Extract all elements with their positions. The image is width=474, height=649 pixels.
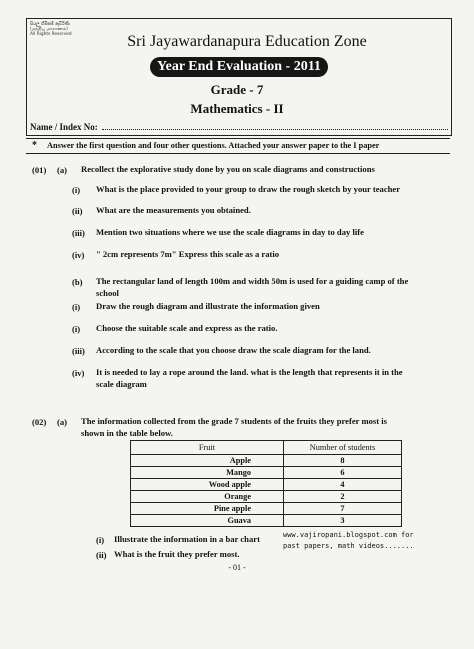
q2a-label: (a) bbox=[57, 417, 68, 427]
q1b-item-text-cont: scale diagram bbox=[96, 379, 147, 389]
q1a-item-text: What are the measurements you obtained. bbox=[96, 205, 251, 215]
count-cell: 2 bbox=[284, 491, 402, 503]
table-header-row bbox=[131, 441, 402, 455]
q1b-item-text: According to the scale that you choose draw the scale diagram for the land. bbox=[96, 345, 371, 355]
q1a-text: Recollect the explorative study done by you on scale diagrams and constructions bbox=[81, 164, 375, 174]
q1b-label: (b) bbox=[72, 277, 83, 287]
watermark-line: past papers, math videos....... bbox=[283, 542, 414, 550]
copyright-line: (மத்திய மாகாணம்) bbox=[30, 27, 68, 32]
divider bbox=[26, 153, 450, 154]
name-index-blank[interactable] bbox=[102, 122, 448, 130]
q1b-item-text: It is needed to lay a rope around the land. what is the length that represents it in the bbox=[96, 367, 403, 377]
education-zone-title: Sri Jayawardanapura Education Zone bbox=[127, 33, 367, 50]
name-index-row bbox=[30, 122, 448, 132]
fruit-cell: Mango bbox=[131, 467, 284, 479]
q1a-item-text: Mention two situations where we use the scale diagrams in day to day life bbox=[96, 227, 364, 237]
fruit-cell: Pine apple bbox=[131, 503, 284, 515]
q2a-text: The information collected from the grade 7 students of the fruits they prefer most is bbox=[81, 416, 387, 426]
table-row bbox=[131, 467, 402, 479]
copyright-line: සියලු හිමිකම් ඇවිරිණි bbox=[30, 22, 70, 27]
copyright-line: All Rights Reserved bbox=[30, 32, 72, 37]
watermark-line: www.vajiropani.blogspot.com for bbox=[283, 531, 414, 539]
q1-number: (01) bbox=[32, 165, 47, 175]
page-number: - 01 - bbox=[228, 563, 246, 572]
table-header: Number of students bbox=[284, 441, 402, 455]
q1b-item-label: (i) bbox=[72, 302, 81, 312]
count-cell: 6 bbox=[284, 467, 402, 479]
q1b-text-cont: school bbox=[96, 288, 119, 298]
table-row bbox=[131, 479, 402, 491]
table-row bbox=[131, 455, 402, 467]
table-row bbox=[131, 503, 402, 515]
q2a-text-cont: shown in the table below. bbox=[81, 428, 173, 438]
table-row bbox=[131, 515, 402, 527]
q1a-label: (a) bbox=[57, 165, 68, 175]
q1a-item-text: What is the place provided to your group to draw the rough sketch by your teacher bbox=[96, 184, 401, 194]
q1b-item-text: Choose the suitable scale and express as the ratio. bbox=[96, 323, 278, 333]
fruit-cell: Orange bbox=[131, 491, 284, 503]
fruit-cell: Apple bbox=[131, 455, 284, 467]
q1a-item-text: " 2cm represents 7m" Express this scale as a ratio bbox=[96, 249, 280, 259]
q1b-item-text: Draw the rough diagram and illustrate the information given bbox=[96, 301, 320, 311]
q2a-item-label: (i) bbox=[96, 535, 105, 545]
q2a-item-label: (ii) bbox=[96, 550, 107, 560]
fruit-cell: Wood apple bbox=[131, 479, 284, 491]
name-index-label: Name / Index No: bbox=[30, 122, 98, 132]
q2a-item-text: Illustrate the information in a bar chart bbox=[114, 534, 260, 544]
count-cell: 8 bbox=[284, 455, 402, 467]
table-row bbox=[131, 491, 402, 503]
q1a-item-label: (i) bbox=[72, 185, 81, 195]
fruit-cell: Guava bbox=[131, 515, 284, 527]
count-cell: 3 bbox=[284, 515, 402, 527]
q1b-item-label: (i) bbox=[72, 324, 81, 334]
table-header: Fruit bbox=[131, 441, 284, 455]
q2a-item-text: What is the fruit they prefer most. bbox=[114, 549, 240, 559]
subject-heading: Mathematics - II bbox=[190, 101, 284, 116]
q1a-item-label: (ii) bbox=[72, 206, 83, 216]
q1b-text: The rectangular land of length 100m and width 50m is used for a guiding camp of the bbox=[96, 276, 409, 286]
exam-title-banner: Year End Evaluation - 2011 bbox=[150, 57, 328, 77]
star-icon: * bbox=[32, 140, 37, 151]
fruit-table bbox=[130, 440, 402, 527]
q1a-item-label: (iii) bbox=[72, 228, 85, 238]
count-cell: 7 bbox=[284, 503, 402, 515]
divider bbox=[26, 138, 450, 139]
q1b-item-label: (iii) bbox=[72, 346, 85, 356]
instruction-text: Answer the first question and four other questions. Attached your answer paper to the I paper bbox=[47, 141, 380, 150]
count-cell: 4 bbox=[284, 479, 402, 491]
q1a-item-label: (iv) bbox=[72, 250, 85, 260]
q1b-item-label: (iv) bbox=[72, 368, 85, 378]
website-watermark bbox=[283, 530, 414, 552]
grade-heading: Grade - 7 bbox=[210, 82, 264, 97]
general-instruction bbox=[32, 140, 379, 151]
q2-number: (02) bbox=[32, 417, 47, 427]
